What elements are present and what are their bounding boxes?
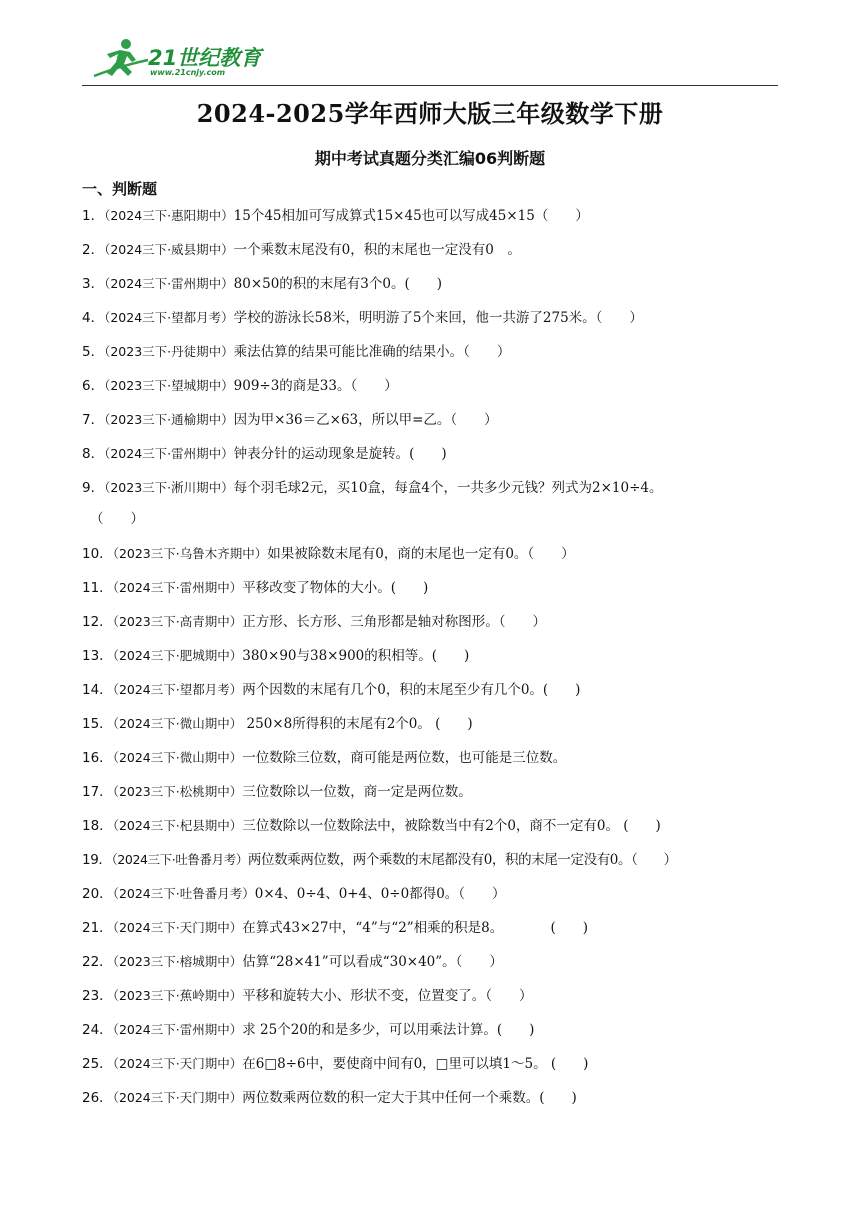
header-divider	[82, 85, 778, 86]
question-item: 18．（2024三下·杞县期中）三位数除以一位数除法中，被除数当中有2个0，商不一定有0。 ( )	[82, 818, 661, 834]
section-title: 一、判断题	[82, 180, 158, 198]
question-item: 20．（2024三下·吐鲁番月考）0×4、0÷4、0+4、0÷0都得0。（ ）	[82, 886, 506, 902]
question-item: 11．（2024三下·雷州期中）平移改变了物体的大小。( )	[82, 580, 429, 596]
question-item: 5．（2023三下·丹徒期中）乘法估算的结果可能比准确的结果小。（ ）	[82, 344, 511, 360]
question-item: 19．（2024三下·吐鲁番月考）两位数乘两位数，两个乘数的末尾都没有0，积的末尾一定没有0。（ ）	[82, 852, 677, 868]
question-item: 6．（2023三下·望城期中）909÷3的商是33。（ ）	[82, 378, 398, 394]
question-item: 23．（2023三下·蕉岭期中）平移和旋转大小、形状不变，位置变了。（ ）	[82, 988, 533, 1004]
logo-url: www.21cnjy.com	[150, 68, 226, 77]
question-item: 17．（2023三下·松桃期中）三位数除以一位数，商一定是两位数。	[82, 784, 472, 800]
question-item: 13．（2024三下·肥城期中）380×90与38×900的积相等。( )	[82, 648, 470, 664]
question-item: 16．（2024三下·微山期中）一位数除三位数，商可能是两位数，也可能是三位数。	[82, 750, 567, 766]
question-item: 3．（2024三下·雷州期中）80×50的积的末尾有3个0。( )	[82, 276, 443, 292]
question-item: 12．（2023三下·高青期中）正方形、长方形、三角形都是轴对称图形。（ ）	[82, 614, 546, 630]
question-item: 4．（2024三下·望都月考）学校的游泳长58米，明明游了5个来回，他一共游了275米。（ ）	[82, 310, 643, 326]
question-item: 14．（2024三下·望都月考）两个因数的末尾有几个0，积的末尾至少有几个0。( )	[82, 682, 581, 698]
page-subtitle: 期中考试真题分类汇编06判断题	[314, 149, 546, 168]
page-header	[82, 36, 778, 88]
runner-logo-icon	[90, 36, 150, 82]
question-item: 10．（2023三下·乌鲁木齐期中）如果被除数末尾有0，商的末尾也一定有0。（ ）	[82, 546, 575, 562]
question-continuation: （ ）	[90, 511, 144, 527]
question-item: 24．（2024三下·雷州期中）求 25个20的和是多少，可以用乘法计算。( )	[82, 1022, 535, 1038]
question-item: 26．（2024三下·天门期中）两位数乘两位数的积一定大于其中任何一个乘数。( )	[82, 1090, 577, 1106]
question-item: 21．（2024三下·天门期中）在算式43×27中，“4”与“2”相乘的积是8。 ( )	[82, 920, 589, 936]
question-item: 22．（2023三下·榕城期中）估算“28×41”可以看成“30×40”。（ ）	[82, 954, 503, 970]
question-item: 7．（2023三下·通榆期中）因为甲×36＝乙×63，所以甲=乙。（ ）	[82, 412, 498, 428]
question-item: 15．（2024三下·微山期中） 250×8所得积的末尾有2个0。 ( )	[82, 716, 473, 732]
question-item: 2．（2024三下·威县期中）一个乘数末尾没有0，积的末尾也一定没有0 。	[82, 242, 521, 258]
logo	[90, 36, 260, 82]
question-item: 8．（2024三下·雷州期中）钟表分针的运动现象是旋转。( )	[82, 446, 447, 462]
question-item: 9．（2023三下·淅川期中）每个羽毛球2元，买10盒，每盒4个，一共多少元钱？列式为2×10÷4。	[82, 480, 663, 496]
logo-text: 21世纪教育	[148, 46, 262, 70]
page-title: 2024-2025学年西师大版三年级数学下册	[196, 99, 664, 128]
question-item: 1．（2024三下·惠阳期中）15个45相加可写成算式15×45也可以写成45×15（ ）	[82, 208, 589, 224]
question-item: 25．（2024三下·天门期中）在6□8÷6中，要使商中间有0，□里可以填1～5。 ( )	[82, 1056, 589, 1072]
